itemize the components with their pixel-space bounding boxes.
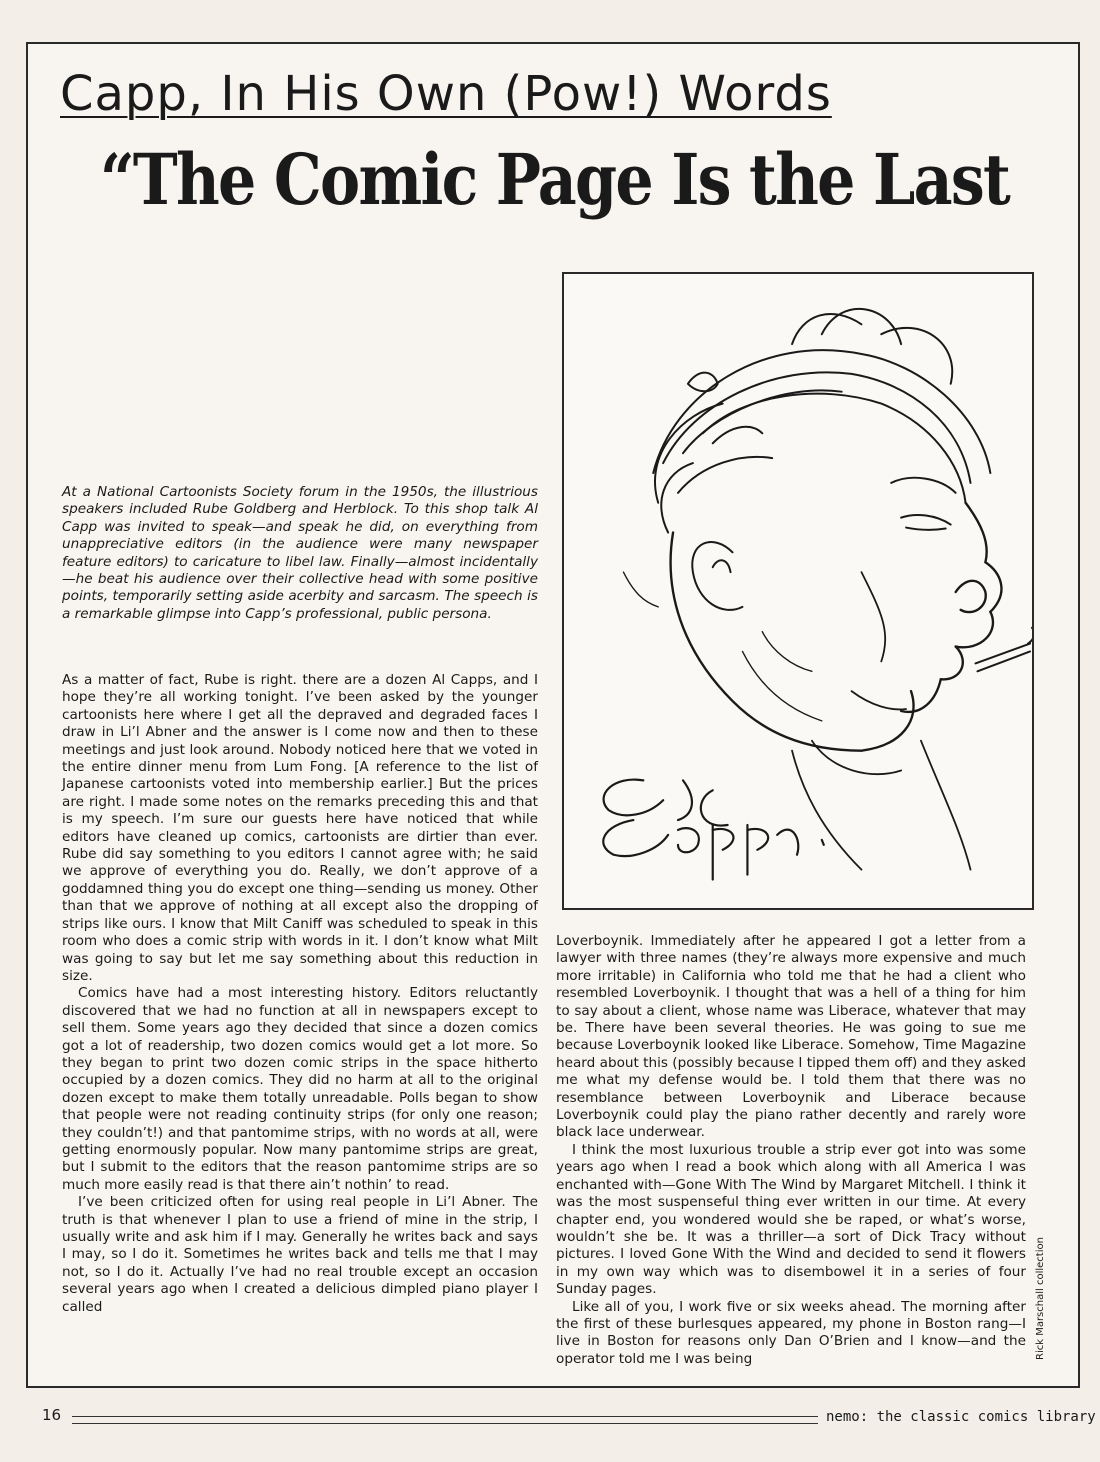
footer-publication: nemo: the classic comics library: [826, 1409, 1096, 1425]
intro-paragraph: At a National Cartoonists Society forum in the 1950s, the illustrious speakers included Rube Goldberg and Herblock. To this shop talk Al Capp was invited to speak—and speak he did, on everything from unappreciative editors (in the audience were many newspaper feature editors) to caricature to libel law. Finally—almost incidentally—he beat his audience over their collective head with some positive points, temporarily setting aside acerbity and sarcasm. The speech is a remarkable glimpse into Capp’s professional, public persona.: [62, 484, 538, 622]
paragraph: I think the most luxurious trouble a strip ever got into was some years ago when I read a book which along with all America I was enchanted with—Gone With The Wind by Margaret Mitchell. I think it was the most suspenseful thing ever written in our time. At every chapter end, you wondered would she be raped, or what’s worse, wouldn’t she be. It was a thriller—a sort of Dick Tracy without pictures. I loved Gone With the Wind and decided to send it flowers in my own way which was to disembowel it in a series of four Sunday pages.: [556, 1141, 1026, 1298]
paragraph: Loverboynik. Immediately after he appeared I got a letter from a lawyer with three names (they’re always more expensive and much more irritable) in California who told me that he had a client who resembled Loverboynik. I thought that was a hell of a thing for him to say about a client, whose name was Liberace, whatever that may be. There have been several theories. He was going to sue me because Loverboynik looked like Liberace. Somehow, Time Magazine heard about this (possibly because I tipped them off) and they asked me what my defense would be. I told them that there was no resemblance between Loverboynik and Liberace because Loverboynik could play the piano rather decently and rarely wore black lace underwear.: [556, 933, 1026, 1141]
article-column-right: [556, 933, 1026, 1368]
caricature-sketch: [564, 274, 1032, 908]
footer-rule: [72, 1416, 818, 1424]
headline: “The Comic Page Is the Last: [100, 138, 1010, 221]
paragraph: I’ve been criticized often for using real people in Li’l Abner. The truth is that whenever I plan to use a friend of mine in the strip, I usually write and ask him if I may. Generally he writes back and says I may, so I do it. Sometimes he writes back and tells me that I may not, so I do it. Actually I’ve had no real trouble except an occasion several years ago when I created a delicious dimpled piano player I called: [62, 1194, 538, 1315]
page-number: 16: [42, 1406, 62, 1424]
article-column-left: [62, 672, 538, 1316]
paragraph: As a matter of fact, Rube is right. there are a dozen Al Capps, and I hope they’re all working tonight. I’ve been asked by the younger cartoonists here where I get all the depraved and degraded faces I draw in Li’l Abner and the answer is I come now and then to these meetings and just look around. Nobody noticed here that we voted in the entire dinner menu from Lum Fong. [A reference to the list of Japanese cartoonists voted into membership earlier.] But the prices are right. I made some notes on the remarks preceding this and that is my speech. I’m sure our guests here have noticed that while editors have cleaned up comics, cartoonists are dirtier than ever. Rube did say something to you editors I cannot agree with; he said we approve of everything you do. Really, we don’t approve of a goddamned thing you do except one thing—sending us money. Other than that we approve of nothing at all except also the dropping of strips like ours. I know that Milt Caniff was scheduled to speak in this room who does a comic strip with words in it. I don’t know what Milt was going to say but let me say something about this reduction in size.: [62, 672, 538, 984]
kicker-title: Capp, In His Own (Pow!) Words: [60, 66, 832, 122]
photo-credit-text: Rick Marschall collection: [1035, 1237, 1046, 1360]
paragraph: Comics have had a most interesting history. Editors reluctantly discovered that we had no function at all in newspapers except to sell them. Some years ago they decided that since a dozen comics got a lot of readership, two dozen comics would get a lot more. So they began to print two dozen comic strips in the space hitherto occupied by a dozen comics. They did no harm at all to the original dozen except to make them totally unreadable. Polls began to show that people were not reading continuity strips (for only one reason; they couldn’t!) and that pantomime strips, with no words at all, were getting enormously popular. Now many pantomime strips are great, but I submit to the editors that the reason pantomime strips are so much more easily read is that there ain’t nothin’ to read.: [62, 985, 538, 1193]
self-caricature-illustration: [562, 272, 1034, 910]
paragraph: Like all of you, I work five or six weeks ahead. The morning after the first of these burlesques appeared, my phone in Boston rang—I live in Boston for reasons only Dan O’Brien and I know—and the operator told me I was being: [556, 1298, 1026, 1367]
photo-credit: [1035, 1040, 1051, 1374]
